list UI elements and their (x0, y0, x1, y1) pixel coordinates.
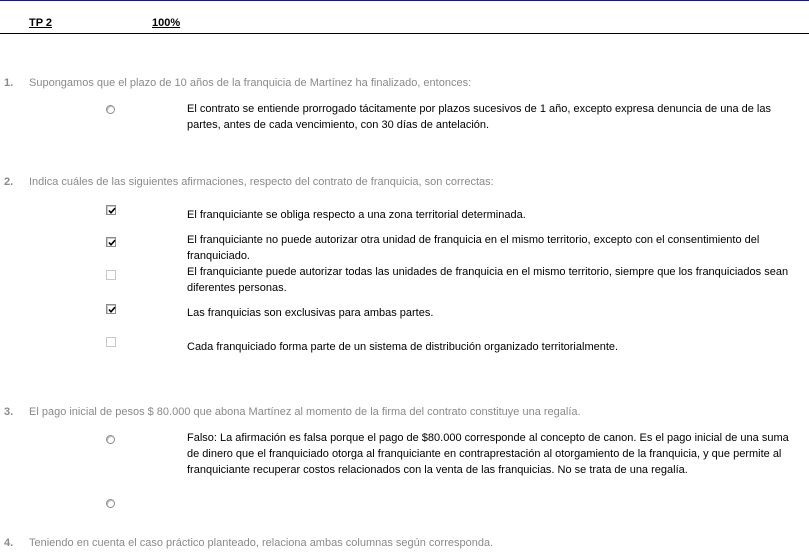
answer-option-text: El franquiciante no puede autorizar otra unidad de franquicia en el mismo territorio, excepto con el consentimiento del franquiciado. (187, 234, 760, 262)
radio-button[interactable] (106, 105, 115, 114)
checkmark-icon (107, 305, 117, 315)
question-number: 4. (4, 537, 14, 549)
question-number: 3. (4, 406, 14, 418)
question-text: Supongamos que el plazo de 10 años de la franquicia de Martínez ha finalizado, entonces: (29, 77, 472, 89)
answer-option-text: Cada franquiciado forma parte de un sistema de distribución organizado territorialmente. (187, 341, 619, 353)
checkbox-unchecked[interactable] (106, 270, 116, 280)
checkmark-icon (107, 206, 117, 216)
radio-button[interactable] (106, 499, 115, 508)
answer-option-text: El contrato se entiende prorrogado tácitamente por plazos sucesivos de 1 año, excepto expresa denuncia de una de las partes, antes de cada vencimiento, con 30 días de antelación. (187, 103, 771, 131)
question-text: El pago inicial de pesos $ 80.000 que abona Martínez al momento de la firma del contrato constituye una regalía. (29, 406, 581, 418)
checkbox-unchecked[interactable] (106, 337, 116, 347)
checkbox-checked[interactable] (106, 205, 116, 215)
answer-option-text: El franquiciante se obliga respecto a una zona territorial determinada. (187, 209, 526, 221)
question-text: Teniendo en cuenta el caso práctico planteado, relaciona ambas columnas según corresponda. (29, 537, 494, 549)
header-divider (0, 33, 809, 34)
top-border (0, 0, 809, 1)
checkbox-checked[interactable] (106, 237, 116, 247)
radio-button[interactable] (106, 435, 115, 444)
question-number: 2. (4, 176, 14, 188)
header-score: 100% (152, 17, 181, 29)
answer-option-text: El franquiciante puede autorizar todas las unidades de franquicia en el mismo territorio, siempre que los franquiciados sean diferentes personas. (187, 266, 789, 294)
checkbox-checked[interactable] (106, 304, 116, 314)
answer-option-text: Falso: La afirmación es falsa porque el pago de $80.000 corresponde al concepto de canon. Es el pago inicial de una suma de dinero que el franquiciado otorga al franquiciante en contraprestación al otorgamiento de la franquicia, y que permite al franquiciante recuperar costos relacionados con la venta de las franquicias. No se trata de una regalía. (187, 432, 789, 476)
question-text: Indica cuáles de las siguientes afirmaciones, respecto del contrato de franquicia, son correctas: (29, 176, 494, 188)
checkmark-icon (107, 238, 117, 248)
header-tp-title: TP 2 (29, 17, 53, 29)
answer-option-text: Las franquicias son exclusivas para ambas partes. (187, 307, 434, 319)
question-number: 1. (4, 77, 14, 89)
